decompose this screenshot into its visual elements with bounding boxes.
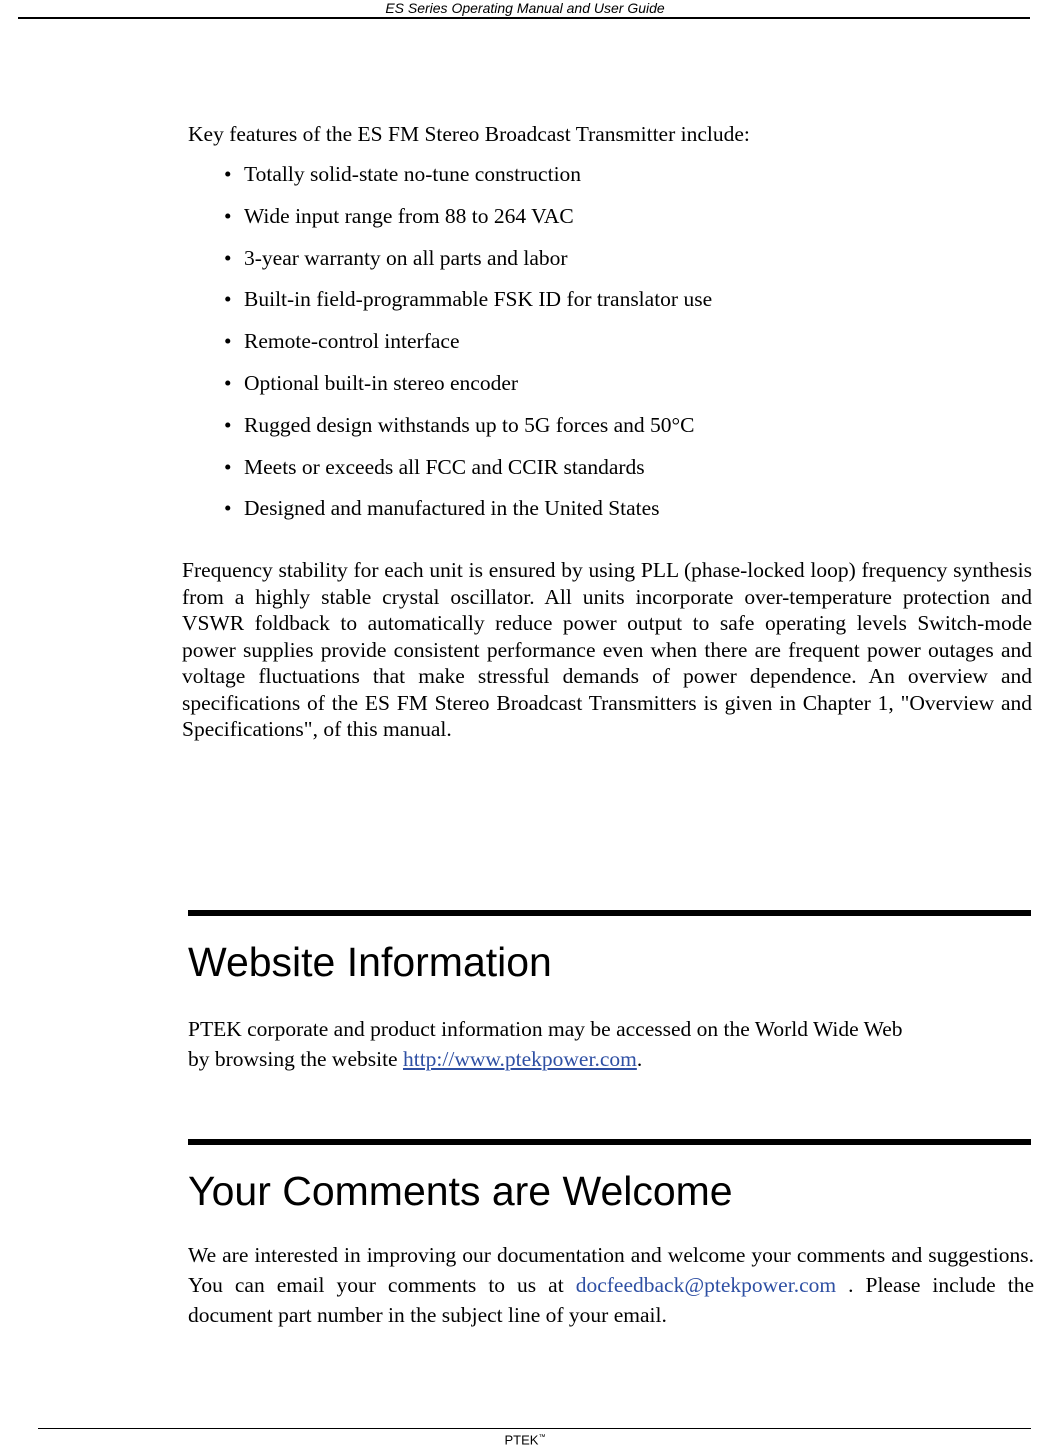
feedback-email-link[interactable]: docfeedback@ptekpower.com <box>575 1273 837 1297</box>
section-rule <box>188 910 1031 916</box>
comments-section-title: Your Comments are Welcome <box>188 1168 733 1214</box>
features-list <box>224 160 712 536</box>
comments-text: We are interested in improving our documentation and welcome your comments and suggestions. You can email your comments to us at docfeedback@ptekpower.com . Please include the document part number in the subject line of your email. <box>188 1243 1034 1327</box>
section-rule <box>188 1139 1031 1145</box>
frequency-stability-paragraph: Frequency stability for each unit is ensured by using PLL (phase-locked loop) frequency synthesis from a highly stable crystal oscillator. All units incorporate over-temperature protection and VSWR foldback to automatically reduce power output to safe operating levels Switch-mode power supplies provide consistent performance even when there are frequent power outages and voltage fluctuations that make stressful demands of power dependence. An overview and specifications of the ES FM Stereo Broadcast Transmitters is given in Chapter 1, "Overview and Specifications", of this manual. <box>182 558 1032 741</box>
list-item: • Optional built-in stereo encoder <box>224 370 519 395</box>
list-item: • Wide input range from 88 to 264 VAC <box>224 203 574 228</box>
bullet-icon: • <box>224 454 232 479</box>
website-text: PTEK corporate and product information may be accessed on the World Wide Web by browsing the website http://www.ptekpower.com. <box>188 1017 903 1071</box>
running-header: ES Series Operating Manual and User Guide <box>385 0 665 16</box>
bullet-icon: • <box>224 496 232 521</box>
bullet-icon: • <box>224 162 232 186</box>
website-link[interactable]: http://www.ptekpower.com <box>402 1047 637 1071</box>
bullet-icon: • <box>224 287 232 312</box>
bullet-icon: • <box>224 245 232 270</box>
header-rule <box>18 17 1030 19</box>
list-item: • Meets or exceeds all FCC and CCIR standards <box>224 454 645 479</box>
website-section-title: Website Information <box>188 939 552 985</box>
bullet-icon: • <box>224 203 232 228</box>
bullet-icon: • <box>224 370 232 395</box>
list-item: • Designed and manufactured in the United States <box>224 496 660 521</box>
footer-brand: PTEK™ <box>504 1432 546 1447</box>
bullet-icon: • <box>224 412 232 437</box>
list-item: • Totally solid-state no-tune construction <box>224 162 582 186</box>
bullet-icon: • <box>224 329 232 354</box>
list-item: • 3-year warranty on all parts and labor <box>224 245 568 270</box>
list-item: • Rugged design withstands up to 5G forces and 50°C <box>224 412 695 437</box>
footer-rule <box>38 1428 1031 1429</box>
features-intro: Key features of the ES FM Stereo Broadcast Transmitter include: <box>188 122 750 146</box>
list-item: • Remote-control interface <box>224 329 460 354</box>
trademark-mark: ™ <box>538 1434 546 1441</box>
list-item: • Built-in field-programmable FSK ID for translator use <box>224 287 713 312</box>
